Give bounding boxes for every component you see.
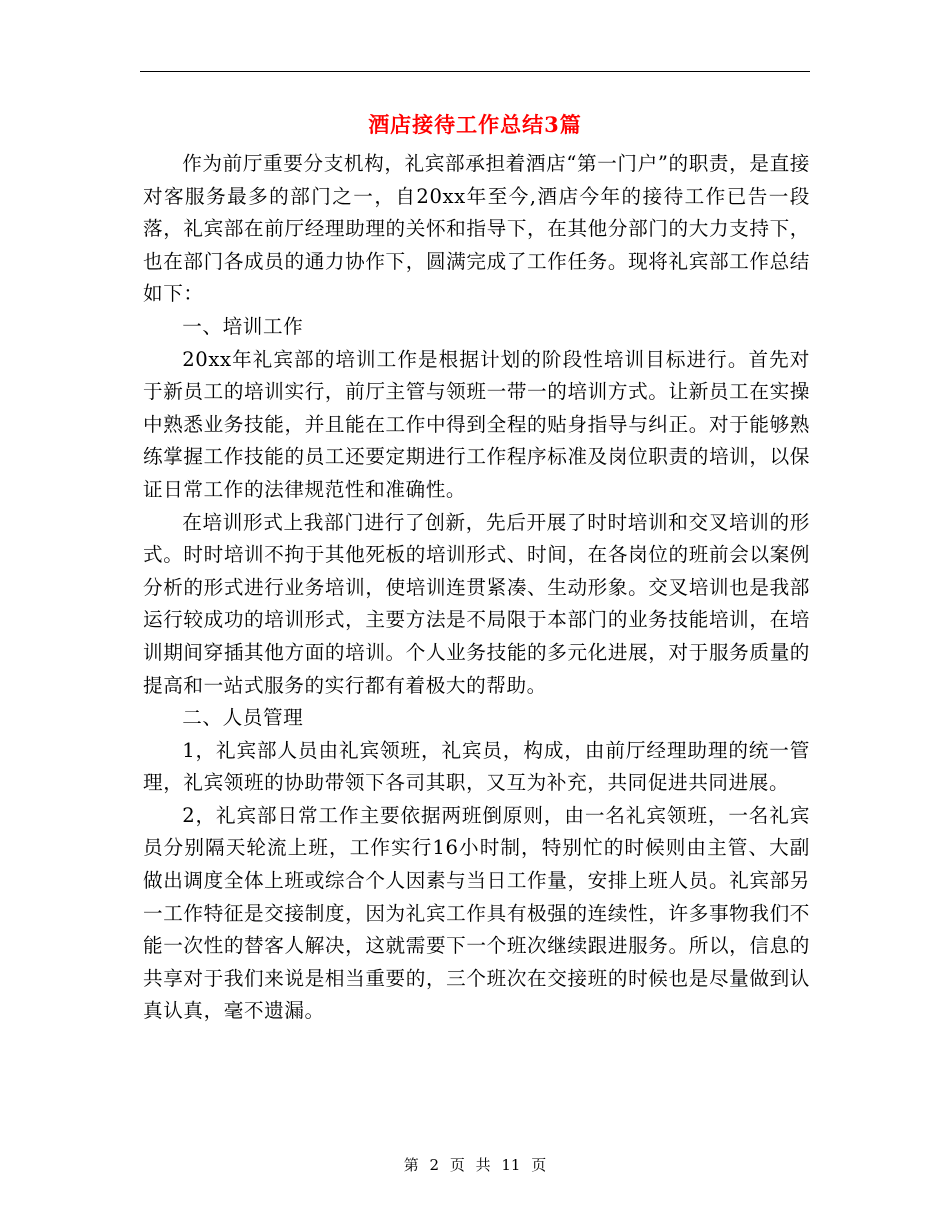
- paragraph-training-plan: 20xx年礼宾部的培训工作是根据计划的阶段性培训目标进行。首先对于新员工的培训实行，前厅主管与领班一带一的培训方式。让新员工在实操中熟悉业务技能，并且能在工作中得到全程的贴身指导与纠正。对于能够熟练掌握工作技能的员工还要定期进行工作程序标准及岗位职责的培训，以保证日常工作的法律规范性和准确性。: [143, 347, 810, 501]
- paragraph-staff-structure: 1，礼宾部人员由礼宾领班，礼宾员，构成，由前厅经理助理的统一管理，礼宾领班的协助带领下各司其职，又互为补充，共同促进共同进展。: [143, 738, 810, 795]
- section-heading-staff: 二、人员管理: [182, 706, 304, 730]
- header-rule: [140, 71, 810, 72]
- document-title: 酒店接待工作总结3篇: [368, 112, 582, 137]
- paragraph-staff-shifts: 2，礼宾部日常工作主要依据两班倒原则，由一名礼宾领班，一名礼宾员分别隔天轮流上班，工作实行16小时制，特别忙的时候则由主管、大副做出调度全体上班或综合个人因素与当日工作量，安排上班人员。礼宾部另一工作特征是交接制度，因为礼宾工作具有极强的连续性，许多事物我们不能一次性的替客人解决，这就需要下一个班次继续跟进服务。所以，信息的共享对于我们来说是相当重要的，三个班次在交接班的时候也是尽量做到认真认真，毫不遗漏。: [143, 803, 810, 1023]
- page-number-footer: 第 2 页 共 11 页: [403, 1156, 547, 1174]
- document-body: [143, 148, 810, 1028]
- paragraph-intro: 作为前厅重要分支机构，礼宾部承担着酒店“第一门户”的职责，是直接对客服务最多的部门之一，自20xx年至今,酒店今年的接待工作已告一段落，礼宾部在前厅经理助理的关怀和指导下，在其他分部门的大力支持下，也在部门各成员的通力协作下，圆满完成了工作任务。现将礼宾部工作总结如下：: [143, 152, 810, 306]
- section-heading-training: 一、培训工作: [182, 314, 304, 338]
- paragraph-training-forms: 在培训形式上我部门进行了创新，先后开展了时时培训和交叉培训的形式。时时培训不拘于其他死板的培训形式、时间，在各岗位的班前会以案例分析的形式进行业务培训，使培训连贯紧凑、生动形象。交叉培训也是我部运行较成功的培训形式，主要方法是不局限于本部门的业务技能培训，在培训期间穿插其他方面的培训。个人业务技能的多元化进展，对于服务质量的提高和一站式服务的实行都有着极大的帮助。: [143, 510, 810, 697]
